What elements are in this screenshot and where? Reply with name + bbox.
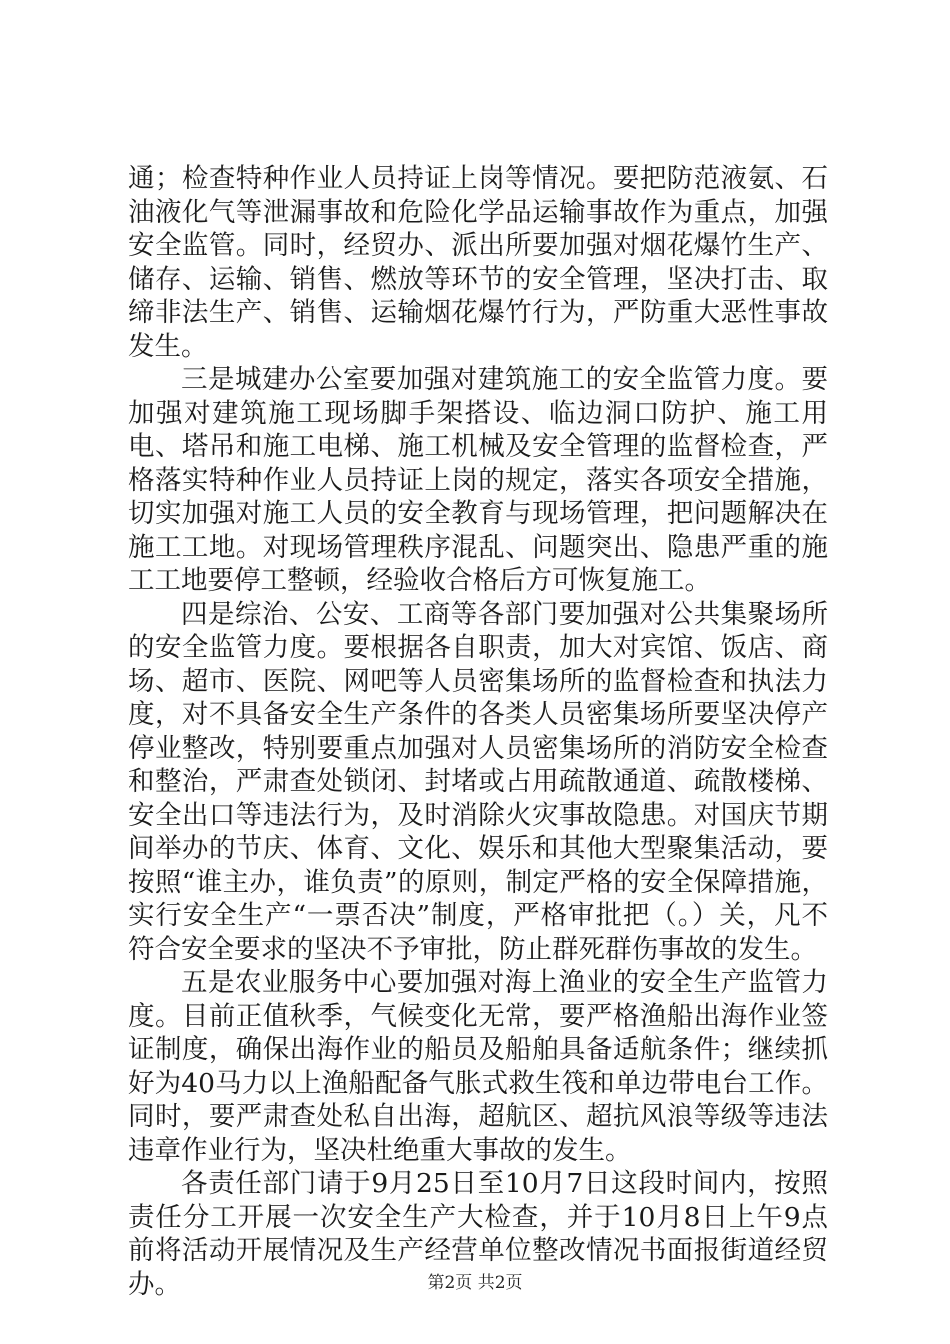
document-body [128, 162, 828, 1301]
paragraph-public-venue-safety: 四是综治、公安、工商等各部门要加强对公共集聚场所的安全监管力度。要根据各自职责，加大对宾馆、饭店、商场、超市、医院、网吧等人员密集场所的监督检查和执法力度，对不具备安全生产条件的各类人员密集场所要坚决停产停业整改，特别要重点加强对人员密集场所的消防安全检查和整治，严肃查处锁闭、封堵或占用疏散通道、疏散楼梯、安全出口等违法行为，及时消除火灾事故隐患。对国庆节期间举办的节庆、体育、文化、娱乐和其他大型聚集活动，要按照“谁主办，谁负责”的原则，制定严格的安全保障措施，实行安全生产“一票否决”制度，严格审批把（。）关，凡不符合安全要求的坚决不予审批，防止群死群伤事故的发生。 [128, 598, 828, 965]
page-footer: 第2页 共2页 [427, 1273, 523, 1293]
paragraph-fishery-safety: 五是农业服务中心要加强对海上渔业的安全生产监管力度。目前正值秋季，气候变化无常，要严格渔船出海作业签证制度，确保出海作业的船员及船舶具备适航条件；继续抓好为40马力以上渔船配备气胀式救生筏和单边带电台工作。同时，要严肃查处私自出海，超航区、超抗风浪等级等违法违章作业行为，坚决杜绝重大事故的发生。 [128, 967, 828, 1166]
paragraph-construction-safety: 三是城建办公室要加强对建筑施工的安全监管力度。要加强对建筑施工现场脚手架搭设、临边洞口防护、施工用电、塔吊和施工电梯、施工机械及安全管理的监督检查，严格落实特种作业人员持证上岗的规定，落实各项安全措施，切实加强对施工人员的安全教育与现场管理，把问题解决在施工工地。对现场管理秩序混乱、问题突出、隐患严重的施工工地要停工整顿，经验收合格后方可恢复施工。 [128, 364, 828, 596]
paragraph-inspection-schedule: 各责任部门请于9月25日至10月7日这段时间内，按照责任分工开展一次安全生产大检查，并于10月8日上午9点前将活动开展情况及生产经营单位整改情况书面报街道经贸办。 [128, 1168, 828, 1300]
paragraph-continuation: 通；检查特种作业人员持证上岗等情况。要把防范液氨、石油液化气等泄漏事故和危险化学品运输事故作为重点，加强安全监管。同时，经贸办、派出所要加强对烟花爆竹生产、储存、运输、销售、燃放等环节的安全管理，坚决打击、取缔非法生产、销售、运输烟花爆竹行为，严防重大恶性事故发生。 [128, 163, 828, 362]
